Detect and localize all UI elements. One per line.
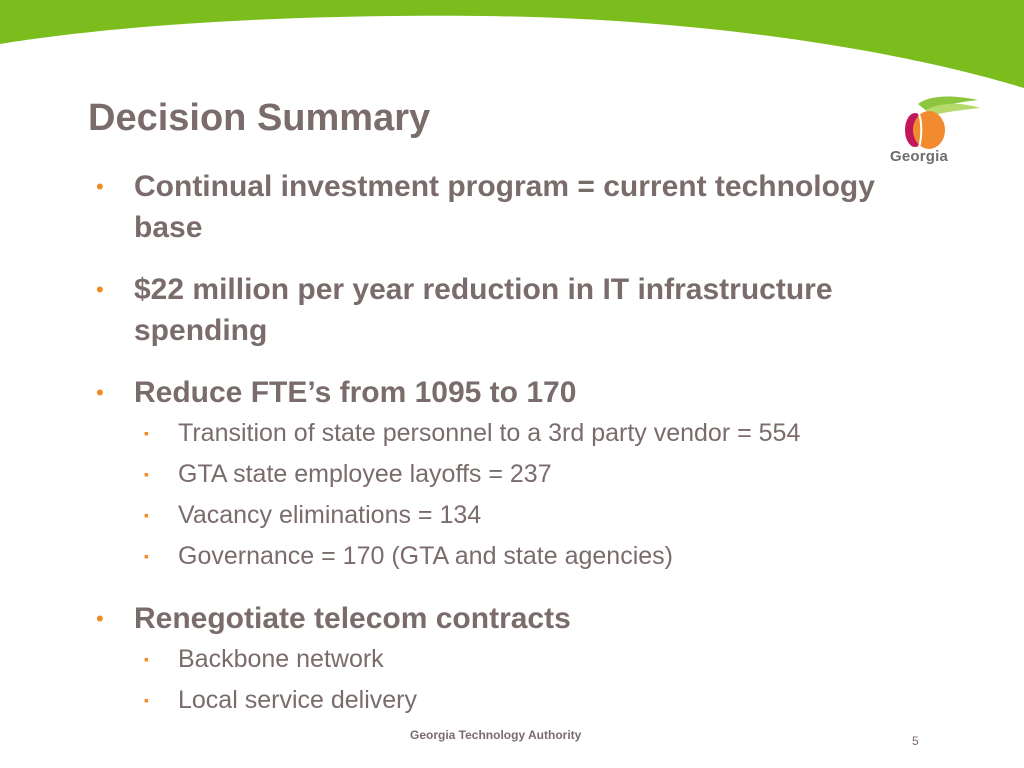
bullet-item: [96, 269, 976, 351]
sub-bullet-square-icon: ▪: [144, 425, 149, 441]
sub-bullet-square-icon: ▪: [144, 466, 149, 482]
bullet-item: [96, 598, 976, 639]
bullet-item: [96, 166, 976, 248]
sub-bullet-list: [96, 413, 976, 577]
page-number: 5: [912, 734, 919, 748]
bullet-dot-icon: •: [96, 277, 104, 302]
bullet-dot-icon: •: [96, 380, 104, 405]
sub-bullet-square-icon: ▪: [144, 651, 149, 667]
sub-bullet-item: [144, 639, 976, 680]
georgia-logo: [888, 92, 988, 172]
sub-bullet-square-icon: ▪: [144, 692, 149, 708]
footer-organization: Georgia Technology Authority: [410, 728, 582, 742]
bullet-text: Renegotiate telecom contracts: [134, 602, 571, 635]
sub-bullet-item: [144, 413, 976, 454]
bullet-text: $22 million per year reduction in IT infrastructure spending: [134, 273, 833, 347]
sub-bullet-square-icon: ▪: [144, 548, 149, 564]
peach-icon: [888, 92, 988, 152]
bullet-list: [96, 166, 976, 721]
sub-bullet-square-icon: ▪: [144, 507, 149, 523]
sub-bullet-item: [144, 495, 976, 536]
sub-bullet-text: Local service delivery: [178, 686, 417, 714]
sub-bullet-text: Governance = 170 (GTA and state agencies): [178, 542, 673, 570]
top-swoosh-decoration: [0, 0, 1024, 100]
slide-title: Decision Summary: [88, 97, 431, 139]
bullet-text: Continual investment program = current technology base: [134, 170, 875, 244]
sub-bullet-text: GTA state employee layoffs = 237: [178, 460, 552, 488]
bullet-text: Reduce FTE’s from 1095 to 170: [134, 376, 577, 409]
sub-bullet-text: Transition of state personnel to a 3rd party vendor = 554: [178, 419, 801, 447]
bullet-dot-icon: •: [96, 174, 104, 199]
sub-bullet-text: Vacancy eliminations = 134: [178, 501, 482, 529]
sub-bullet-item: [144, 680, 976, 721]
bullet-dot-icon: •: [96, 606, 104, 631]
sub-bullet-text: Backbone network: [178, 645, 384, 673]
sub-bullet-list: [96, 639, 976, 721]
bullet-item: [96, 372, 976, 413]
sub-bullet-item: [144, 536, 976, 577]
logo-wordmark: Georgia: [890, 148, 949, 165]
sub-bullet-item: [144, 454, 976, 495]
